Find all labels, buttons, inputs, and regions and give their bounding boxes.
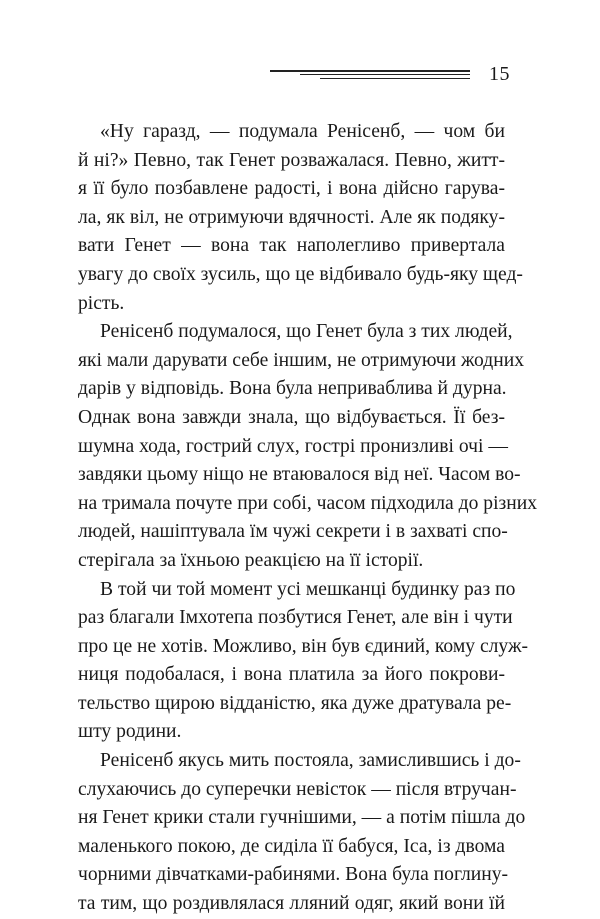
text-line: Ренісенб якусь мить постояла, замислившись і до- xyxy=(100,750,521,772)
header-rule xyxy=(270,70,470,72)
header-rule xyxy=(320,78,470,79)
text-line: вати Генет — вона так наполегливо привертала xyxy=(78,235,505,257)
text-line: дарів у відповідь. Вона була неприваблива й дурна. xyxy=(78,378,507,400)
page-number: 15 xyxy=(489,63,510,85)
text-line: й ні?» Певно, так Генет розважалася. Певно, житт- xyxy=(78,149,505,171)
text-line: маленького покою, де сиділа її бабуся, Іса, із двома xyxy=(78,835,505,857)
paragraph xyxy=(78,576,529,748)
text-line: на тримала почуте при собі, часом підходила до різних xyxy=(78,492,538,514)
paragraph xyxy=(78,118,523,318)
text-line: людей, нашіптувала їм чужі секрети і в захваті спо- xyxy=(78,521,508,543)
text-line: які мали дарувати себе іншим, не отримуючи жодних xyxy=(78,349,524,371)
text-line: слухаючись до суперечки невісток — після втручан- xyxy=(78,778,517,800)
running-header xyxy=(270,62,510,90)
text-line: ня Генет крики стали гучнішими, — а потім пішла до xyxy=(78,807,526,829)
text-line: чорними дівчатками-рабинями. Вона була поглину- xyxy=(78,864,509,886)
paragraph xyxy=(78,318,538,575)
book-text xyxy=(78,118,538,919)
text-line: тельство щирою відданістю, яка дуже дратувала ре- xyxy=(78,692,512,714)
text-line: увагу до своїх зусиль, що це відбивало будь-яку щед- xyxy=(78,263,523,285)
text-line: про це не хотів. Можливо, він був єдиний, кому служ- xyxy=(78,635,529,657)
text-line: та тим, що роздивлялася лляний одяг, який вони їй xyxy=(78,893,505,915)
text-line: стерігала за їхньою реакцією на її історії. xyxy=(78,549,424,571)
text-line: рість. xyxy=(78,292,125,314)
header-rule xyxy=(300,74,470,75)
text-line: ла, як віл, не отримуючи вдячності. Але як подяку- xyxy=(78,206,505,228)
text-line: Ренісенб подумалося, що Генет була з тих людей, xyxy=(100,321,513,343)
text-line: «Ну гаразд, — подумала Ренісенб, — чом би xyxy=(100,121,505,142)
text-line: завдяки цьому ніщо не втаювалося від неї. Часом во- xyxy=(78,464,521,486)
text-line: шту родини. xyxy=(78,721,182,743)
paragraph xyxy=(78,747,526,919)
decorative-rules xyxy=(270,70,470,82)
text-line: раз благали Імхотепа позбутися Генет, але він і чути xyxy=(78,607,513,629)
text-line: Однак вона завжди знала, що відбувається. Її без- xyxy=(78,406,505,428)
text-line: В той чи той момент усі мешканці будинку раз по xyxy=(100,578,516,600)
text-line: шумна хода, гострий слух, гострі пронизливі очі — xyxy=(78,435,508,457)
text-line: ниця подобалася, і вона платила за його покрови- xyxy=(78,664,505,686)
text-line: я її було позбавлене радості, і вона дійсно гарува- xyxy=(78,178,505,200)
